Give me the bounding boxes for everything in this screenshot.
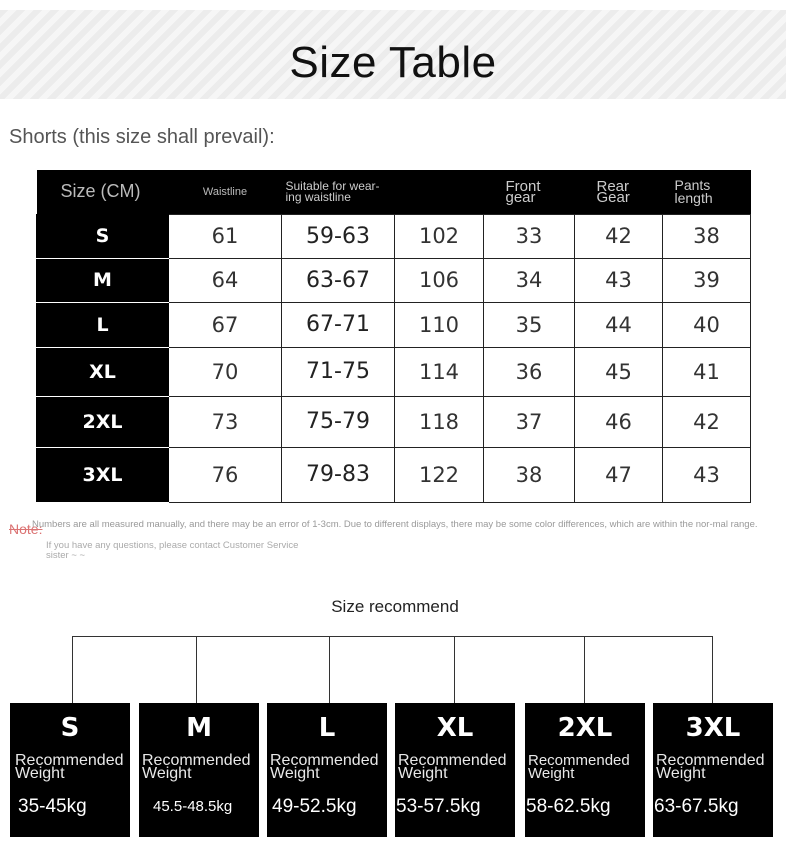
- table-row: [37, 447, 751, 502]
- cell-size: 2XL: [37, 396, 169, 447]
- cell-rear: 43: [575, 258, 663, 302]
- table-row: [37, 396, 751, 447]
- bracket-connector: [72, 636, 73, 703]
- cell-rear: 46: [575, 396, 663, 447]
- note-contact: If you have any questions, please contact Customer Service sister ~ ~: [46, 540, 299, 561]
- cell-hip: 102: [395, 214, 484, 258]
- card-weight: 63-67.5kg: [654, 796, 739, 817]
- card-size: M: [186, 713, 212, 743]
- recommend-title: Size recommend: [331, 597, 459, 616]
- cell-suitable: 67-71: [282, 302, 395, 347]
- cell-size: S: [37, 214, 169, 258]
- table-row: [37, 302, 751, 347]
- card-weight: 58-62.5kg: [526, 796, 611, 817]
- cell-rear: 44: [575, 302, 663, 347]
- card-label: Recommended Weight: [528, 752, 630, 782]
- card-label: Recommended Weight: [398, 752, 507, 782]
- bracket-connector: [454, 636, 455, 703]
- cell-front: 34: [484, 258, 575, 302]
- cell-waist: 76: [169, 447, 282, 502]
- header-front-gear: Front gear: [505, 177, 541, 206]
- bracket-connector: [712, 636, 713, 703]
- header-waistline: Waistline: [202, 185, 248, 198]
- cell-rear: 42: [575, 214, 663, 258]
- cell-waist: 67: [169, 302, 282, 347]
- header-hip: [395, 170, 484, 214]
- cell-hip: 106: [395, 258, 484, 302]
- cell-waist: 70: [169, 347, 282, 396]
- card-size: 2XL: [557, 713, 613, 743]
- card-weight: 49-52.5kg: [272, 796, 357, 817]
- card-label: Recommended Weight: [270, 752, 379, 782]
- card-size: 3XL: [685, 713, 741, 743]
- card-label: Recommended Weight: [656, 752, 765, 782]
- cell-hip: 118: [395, 396, 484, 447]
- cell-waist: 61: [169, 214, 282, 258]
- card-weight: 45.5-48.5kg: [153, 798, 233, 815]
- cell-rear: 45: [575, 347, 663, 396]
- cell-size: M: [37, 258, 169, 302]
- card-label: Recommended Weight: [142, 752, 251, 782]
- note-text: Numbers are all measured manually, and there may be an error of 1-3cm. Due to different displays, there may be some color differences, which are within the nor-mal range.: [32, 519, 758, 530]
- card-size: XL: [436, 713, 474, 743]
- cell-suitable: 71-75: [282, 347, 395, 396]
- cell-size: XL: [37, 347, 169, 396]
- cell-waist: 73: [169, 396, 282, 447]
- subtitle: Shorts (this size shall prevail):: [9, 126, 275, 148]
- cell-pants: 43: [663, 447, 751, 502]
- header-suitable-waistline: Suitable for wear-ing waistline: [285, 178, 380, 204]
- card-label: Recommended Weight: [15, 752, 124, 782]
- cell-pants: 38: [663, 214, 751, 258]
- cell-size: L: [37, 302, 169, 347]
- card-size: S: [60, 713, 80, 743]
- cell-suitable: 59-63: [282, 214, 395, 258]
- table-header-row: [37, 170, 751, 214]
- header-rear-gear: Rear Gear: [596, 177, 630, 206]
- header-size: Size (CM): [60, 181, 141, 202]
- header-pants-length: Pants length: [674, 176, 713, 206]
- card-weight: 53-57.5kg: [396, 796, 481, 817]
- cell-waist: 64: [169, 258, 282, 302]
- recommend-card-3xl: [653, 703, 773, 837]
- cell-pants: 41: [663, 347, 751, 396]
- recommend-card-l: [267, 703, 387, 837]
- recommend-card-xl: [395, 703, 515, 837]
- cell-rear: 47: [575, 447, 663, 502]
- bracket-connector: [584, 636, 585, 703]
- card-size: L: [318, 713, 336, 743]
- recommend-card-s: [10, 703, 130, 837]
- size-table: [36, 170, 751, 503]
- cell-front: 36: [484, 347, 575, 396]
- cell-front: 33: [484, 214, 575, 258]
- bracket-top-line: [72, 636, 713, 637]
- bracket-connector: [196, 636, 197, 703]
- cell-pants: 39: [663, 258, 751, 302]
- cell-suitable: 63-67: [282, 258, 395, 302]
- table-row: [37, 214, 751, 258]
- cell-suitable: 79-83: [282, 447, 395, 502]
- table-row: [37, 258, 751, 302]
- recommend-card-2xl: [525, 703, 645, 837]
- recommend-card-m: [139, 703, 259, 837]
- cell-pants: 40: [663, 302, 751, 347]
- page-title: Size Table: [289, 38, 497, 87]
- card-weight: 35-45kg: [18, 796, 87, 817]
- cell-front: 38: [484, 447, 575, 502]
- cell-front: 35: [484, 302, 575, 347]
- cell-front: 37: [484, 396, 575, 447]
- cell-pants: 42: [663, 396, 751, 447]
- title-banner: [0, 10, 786, 99]
- cell-hip: 122: [395, 447, 484, 502]
- bracket-connector: [329, 636, 330, 703]
- table-row: [37, 347, 751, 396]
- cell-hip: 114: [395, 347, 484, 396]
- cell-suitable: 75-79: [282, 396, 395, 447]
- cell-size: 3XL: [37, 447, 169, 502]
- note-label: Note:: [9, 521, 43, 537]
- cell-hip: 110: [395, 302, 484, 347]
